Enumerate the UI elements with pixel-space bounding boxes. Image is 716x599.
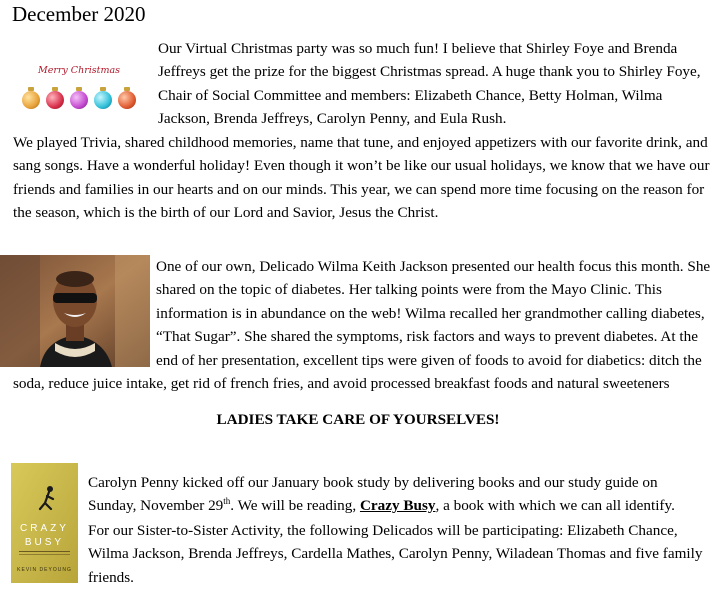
crazy-busy-link[interactable]: Crazy Busy (359, 497, 436, 515)
sister-activity-paragraph: For our Sister-to-Sister Activity, the following Delicados will be participating: Elizabeth Chance, Wilma Jackson, Brenda Jeffreys, Cardella Mathes, Carolyn Penny, Wiladean Thomas and five family friends. (88, 522, 703, 586)
newsletter-month-title: December 2020 (12, 2, 146, 26)
health-focus-paragraph (13, 255, 713, 395)
merry-christmas-text: Merry Christmas (37, 65, 121, 76)
crazy-busy-book-cover (11, 463, 78, 583)
christmas-activities-paragraph: We played Trivia, shared childhood memories, name that tune, and enjoyed appetizers with our favorite drink, and sang songs. Have a wonderful holiday! Even though it won’t be like our usual holidays, we know that we have our friends and families in our hearts and on our minds. This year, we can spend more time focusing on the reason for the season, which is the birth of our Lord and Savior, Jesus the Christ. (13, 134, 710, 222)
ornament-icon (118, 91, 136, 109)
svg-text:CRAZY: CRAZY (20, 523, 69, 534)
merry-christmas-clipart (20, 61, 138, 119)
ornament-icon (46, 91, 64, 109)
ornament-icon (70, 91, 88, 109)
health-heading: LADIES TAKE CARE OF YOURSELVES! (216, 411, 500, 428)
svg-text:BUSY: BUSY (24, 537, 65, 548)
ornament-icon (22, 91, 40, 109)
ordinal-suffix: th (223, 496, 231, 507)
health-focus-text: One of our own, Delicado Wilma Keith Jackson presented our health focus this month. She shared on the topic of diabetes. Her talking points were from the Mayo Clinic. This information is in abundance on the web! Wilma recalled her grandmother calling diabetes, “That Sugar”. She shared the symptoms, risk factors and ways to prevent diabetes. At the end of her presentation, excellent tips were given of foods to avoid for diabetics: ditch the soda, reduce juice intake, get rid of french fries, and avoid processed breakfast foods and natural sweeteners (13, 258, 711, 393)
book-study-paragraph: Carolyn Penny kicked off our January book study by delivering books and our study guide on Sunday, November 29th. We will be reading, Crazy Busy, a book with which we can all identify. (88, 474, 675, 515)
svg-text:KEVIN DEYOUNG: KEVIN DEYOUNG (17, 567, 72, 573)
christmas-party-paragraph: Our Virtual Christmas party was so much fun! I believe that Shirley Foye and Brenda Jeffreys get the prize for the biggest Christmas spread. A huge thank you to Shirley Foye, Chair of Social Committee and members: Elizabeth Chance, Betty Holman, Wilma Jackson, Brenda Jeffreys, Carolyn Penny, and Eula Rush. (158, 40, 701, 128)
ornament-icon (94, 91, 112, 109)
